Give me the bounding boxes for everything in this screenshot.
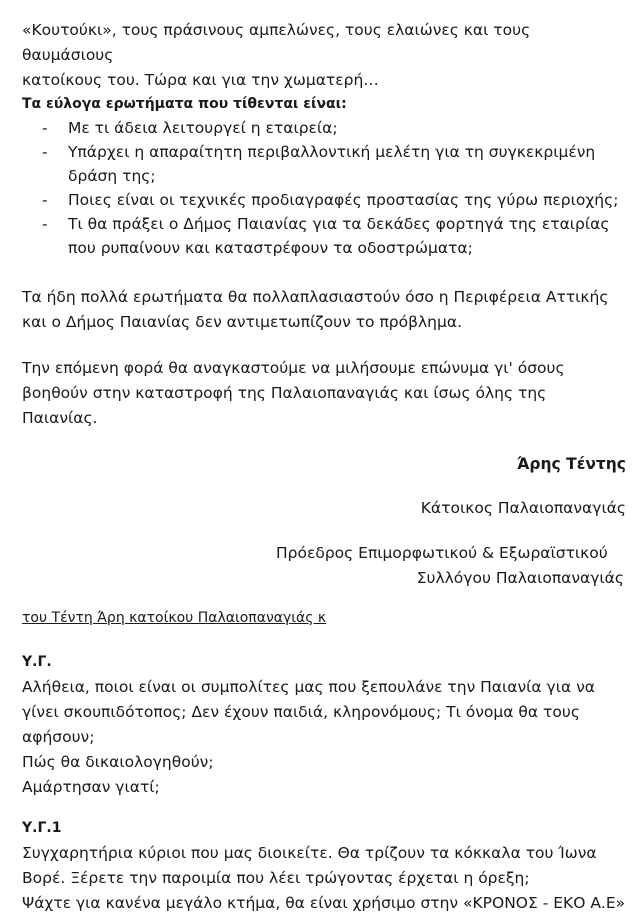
- ps-section-2: [22, 816, 626, 916]
- paragraph-text: Την επόμενη φορά θα αναγκαστούμε να μιλήσουμε επώνυμα γι' όσους βοηθούν στην καταστροφή της Παλαιοπαναγιάς και ίσως όλης της Παιανίας.: [22, 359, 565, 427]
- signature-name: Άρης Τέντης: [517, 455, 626, 473]
- ps-section-1: [22, 650, 626, 800]
- signature-title-line-2: Συλλόγου Παλαιοπαναγιάς: [416, 569, 624, 587]
- ps-line: Πώς θα δικαιολογηθούν;: [22, 753, 214, 771]
- signature-block: [22, 452, 626, 477]
- paragraph-text: Τα ήδη πολλά ερωτήματα θα πολλαπλασιαστούν όσο η Περιφέρεια Αττικής και ο Δήμος Παιανίας δεν αντιμετωπίζουν το πρόβλημα.: [22, 288, 609, 331]
- ps-line: Συγχαρητήρια κύριοι που μας διοικείτε. Θα τρίζουν τα κόκκαλα του Ίωνα: [22, 844, 597, 862]
- list-dash: -: [42, 215, 48, 233]
- list-item: [22, 212, 626, 260]
- list-item: [22, 116, 626, 140]
- list-item-text: Υπάρχει η απαραίτητη περιβαλλοντική μελέτη για τη συγκεκριμένη δράση της;: [68, 143, 596, 185]
- list-item: [22, 140, 626, 188]
- ps-label: Υ.Γ.1: [22, 820, 62, 836]
- questions-list: [22, 116, 626, 260]
- intro-paragraph: [22, 18, 626, 93]
- ps-line: Ψάχτε για κανένα μεγάλο κτήμα, θα είναι χρήσιμο στην «ΚΡΟΝΟΣ - ΕΚΟ Α.Ε»: [22, 894, 626, 912]
- signature-title-block: [200, 541, 624, 591]
- signature-title-line-1: Πρόεδρος Επιμορφωτικού & Εξωραϊστικού: [276, 544, 608, 562]
- ps-line: γίνει σκουπιδότοπος; Δεν έχουν παιδιά, κληρονόμους; Τι όνομα θα τους: [22, 703, 580, 721]
- list-item-text: Ποιες είναι οι τεχνικές προδιαγραφές προστασίας της γύρω περιοχής;: [68, 191, 619, 209]
- list-dash: -: [42, 143, 48, 161]
- ps-line: Βορέ. Ξέρετε την παροιμία που λέει τρώγοντας έρχεται η όρεξη;: [22, 869, 530, 887]
- intro-line-1: «Κουτούκι», τους πράσινους αμπελώνες, τους ελαιώνες και τους θαυμάσιους: [22, 21, 531, 64]
- underlined-note: του Τέντη Άρη κατοίκου Παλαιοπαναγιάς κ: [22, 610, 327, 626]
- ps-label: Υ.Γ.: [22, 654, 52, 670]
- ps-line: αφήσουν;: [22, 728, 95, 746]
- list-item-text: Τι θα πράξει ο Δήμος Παιανίας για τα δεκάδες φορτηγά της εταιρίας που ρυπαίνουν και καταστρέφουν τα οδοστρώματα;: [68, 215, 610, 257]
- list-dash: -: [42, 119, 48, 137]
- paragraph-warning: [22, 356, 626, 431]
- ps-line: Αμάρτησαν γιατί;: [22, 778, 160, 796]
- list-item-text: Με τι άδεια λειτουργεί η εταιρεία;: [68, 119, 338, 137]
- questions-heading: Τα εύλογα ερωτήματα που τίθενται είναι:: [22, 96, 347, 112]
- ps-line: Αλήθεια, ποιοι είναι οι συμπολίτες μας που ξεπουλάνε την Παιανία για να: [22, 678, 595, 696]
- list-dash: -: [42, 191, 48, 209]
- paragraph-problem: [22, 285, 626, 335]
- underlined-note-block: [22, 606, 626, 631]
- intro-line-2: κατοίκους του. Τώρα και για την χωματερή…: [22, 71, 379, 89]
- list-item: [22, 188, 626, 212]
- questions-section: [22, 92, 626, 260]
- signature-role: Κάτοικος Παλαιοπαναγιάς: [420, 499, 626, 517]
- signature-role-block: [22, 496, 626, 521]
